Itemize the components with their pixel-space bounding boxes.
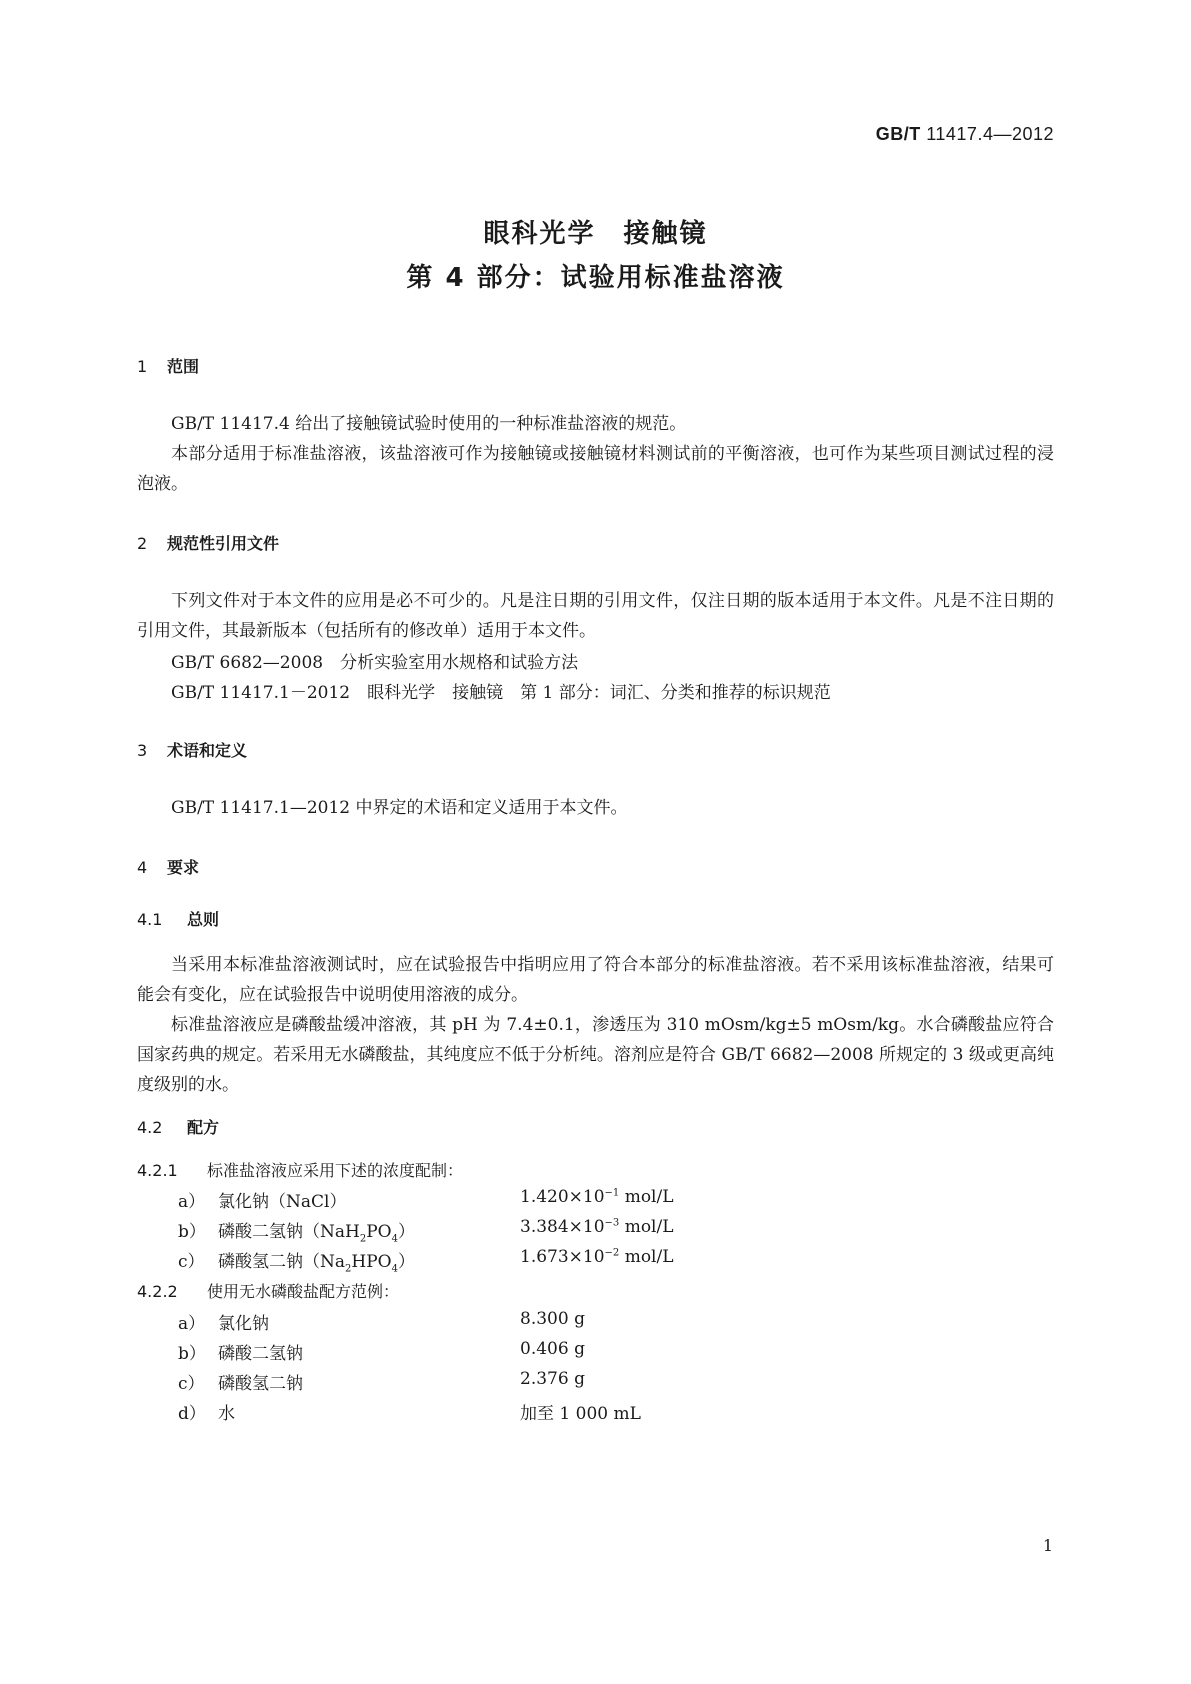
section-3-heading: 3 术语和定义 xyxy=(137,741,248,760)
normative-reference-2: GB/T 11417.1－2012 眼科光学 接触镜 第 1 部分：词汇、分类和推荐的标识规范 xyxy=(171,683,831,703)
section-4-2-2-heading: 4.2.2 使用无水磷酸盐配方范例： xyxy=(137,1282,400,1301)
doc-title-line1: 眼科光学 接触镜 xyxy=(483,219,708,249)
list-item: c） 磷酸氢二钠 2.376 g xyxy=(178,1369,585,1394)
section-4-2-1-heading: 4.2.1 标准盐溶液应采用下述的浓度配制： xyxy=(137,1161,464,1180)
list-item: a） 氯化钠 8.300 g xyxy=(178,1309,585,1334)
section-4-1-para-2: 标准盐溶液应是磷酸盐缓冲溶液，其 pH 为 7.4±0.1，渗透压为 310 mOsm/kg±5 mOsm/kg。水合磷酸盐应符合国家药典的规定。若采用无水磷酸盐，其纯度应不低于分析纯。溶剂应是符合 GB/T 6682—2008 所规定的 3 级或更高纯度级别的水。 xyxy=(137,1015,1054,1095)
doc-title-line2: 第 4 部分：试验用标准盐溶液 xyxy=(406,263,785,293)
section-3-para-1: GB/T 11417.1—2012 中界定的术语和定义适用于本文件。 xyxy=(171,798,628,818)
section-1-heading: 1 范围 xyxy=(137,357,200,376)
list-item: b） 磷酸二氢钠$(NaH_2PO_4)$ $3.384\times 10^{-3}$ mol/L xyxy=(178,1217,674,1245)
section-2-para-1: 下列文件对于本文件的应用是必不可少的。凡是注日期的引用文件，仅注日期的版本适用于本文件。凡是不注日期的引用文件，其最新版本（包括所有的修改单）适用于本文件。 xyxy=(137,591,1054,641)
section-4-1-heading: 4.1 总则 xyxy=(137,910,220,929)
section-4-1-para-1: 当采用本标准盐溶液测试时，应在试验报告中指明应用了符合本部分的标准盐溶液。若不采用该标准盐溶液，结果可能会有变化，应在试验报告中说明使用溶液的成分。 xyxy=(137,955,1054,1005)
standard-code: GB/T 11417.4—2012 xyxy=(875,124,1054,144)
section-4-2-heading: 4.2 配方 xyxy=(137,1118,220,1137)
list-item: a） 氯化钠（NaCl） $1.420\times 10^{-1}$ mol/L xyxy=(178,1187,674,1212)
section-2-heading: 2 规范性引用文件 xyxy=(137,534,280,553)
normative-reference-1: GB/T 6682—2008 分析实验室用水规格和试验方法 xyxy=(171,653,579,673)
list-item: b） 磷酸二氢钠 0.406 g xyxy=(178,1339,585,1364)
section-1-para-2: 本部分适用于标准盐溶液，该盐溶液可作为接触镜或接触镜材料测试前的平衡溶液，也可作为某些项目测试过程的浸泡液。 xyxy=(137,444,1054,494)
section-1-para-1: GB/T 11417.4 给出了接触镜试验时使用的一种标准盐溶液的规范。 xyxy=(171,414,687,434)
list-item: d） 水 加至 1 000 mL xyxy=(178,1404,641,1424)
page-number: 1 xyxy=(1042,1536,1053,1555)
section-4-heading: 4 要求 xyxy=(137,858,200,877)
list-item: c） 磷酸氢二钠$(Na_2HPO_4)$ $1.673\times 10^{-2}$ mol/L xyxy=(178,1247,674,1275)
